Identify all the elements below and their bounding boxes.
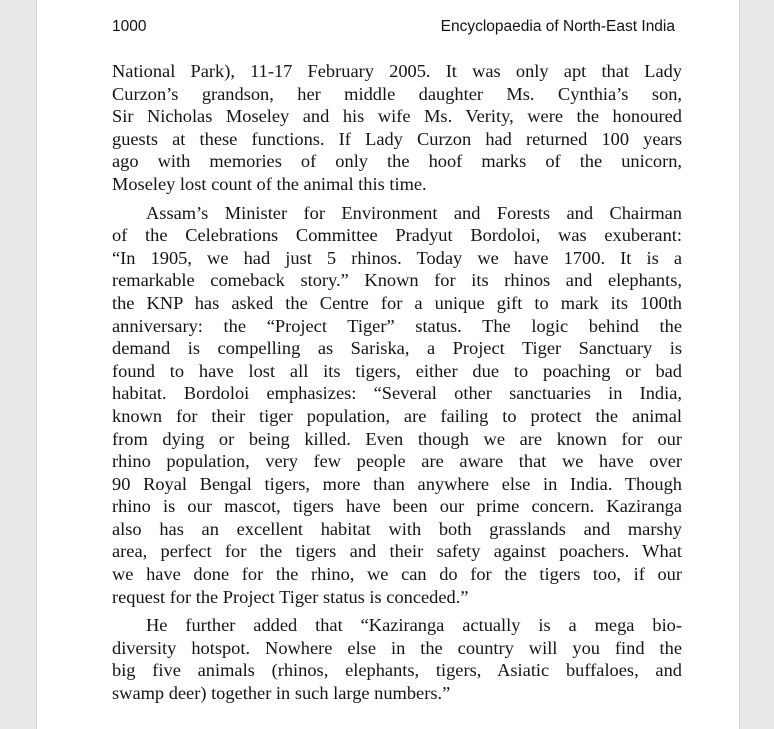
paragraph-3 <box>112 614 682 704</box>
body-text <box>112 60 682 705</box>
text-line: request for the Project Tiger status is conceded.” <box>112 586 469 607</box>
page-number: 1000 <box>112 18 147 35</box>
document-page <box>36 0 740 729</box>
text-line: the KNP has asked the Centre for a unique gift to mark its 100th <box>112 292 682 313</box>
text-line: Moseley lost count of the animal this time. <box>112 173 427 194</box>
text-line: He further added that “Kaziranga actually is a mega bio- <box>146 615 682 636</box>
text-line: demand is compelling as Sariska, a Project Tiger Sanctuary is <box>112 338 682 359</box>
text-line: known for their tiger population, are failing to protect the animal <box>112 405 682 426</box>
text-line: National Park), 11-17 February 2005. It was only apt that Lady <box>112 61 682 81</box>
text-line: diversity hotspot. Nowhere else in the country will you find the <box>112 637 682 658</box>
text-line: Sir Nicholas Moseley and his wife Ms. Verity, were the honoured <box>112 106 682 127</box>
text-line: Curzon’s grandson, her middle daughter Ms. Cynthia’s son, <box>112 83 682 104</box>
text-line: area, perfect for the tigers and their safety against poachers. What <box>112 541 682 562</box>
running-title: Encyclopaedia of North-East India <box>440 18 675 35</box>
text-line: swamp deer) together in such large numbers.” <box>112 683 451 704</box>
text-line: from dying or being killed. Even though we are known for our <box>112 428 682 449</box>
text-line: remarkable comeback story.” Known for its rhinos and elephants, <box>112 270 682 291</box>
text-line: big five animals (rhinos, elephants, tigers, Asiatic buffaloes, and <box>112 660 682 681</box>
text-line: Assam’s Minister for Environment and Forests and Chairman <box>146 202 682 223</box>
page-header <box>112 18 675 38</box>
text-line: rhino is our mascot, tigers have been our prime concern. Kaziranga <box>112 496 682 517</box>
text-line: we have done for the rhino, we can do for the tigers too, if our <box>112 564 682 585</box>
text-line: also has an excellent habitat with both grasslands and marshy <box>112 518 682 539</box>
text-line: found to have lost all its tigers, either due to poaching or bad <box>112 360 682 381</box>
text-line: 90 Royal Bengal tigers, more than anywhere else in India. Though <box>112 473 682 494</box>
paragraph-1 <box>112 60 682 196</box>
text-line: anniversary: the “Project Tiger” status. The logic behind the <box>112 315 682 336</box>
text-line: rhino population, very few people are aware that we have over <box>112 451 682 472</box>
paragraph-2 <box>112 202 682 609</box>
text-line: guests at these functions. If Lady Curzon had returned 100 years <box>112 128 682 149</box>
text-line: “In 1905, we had just 5 rhinos. Today we have 1700. It is a <box>112 247 682 268</box>
text-line: of the Celebrations Committee Pradyut Bordoloi, was exuberant: <box>112 225 682 246</box>
text-line: habitat. Bordoloi emphasizes: “Several other sanctuaries in India, <box>112 383 682 404</box>
text-line: ago with memories of only the hoof marks of the unicorn, <box>112 151 682 172</box>
